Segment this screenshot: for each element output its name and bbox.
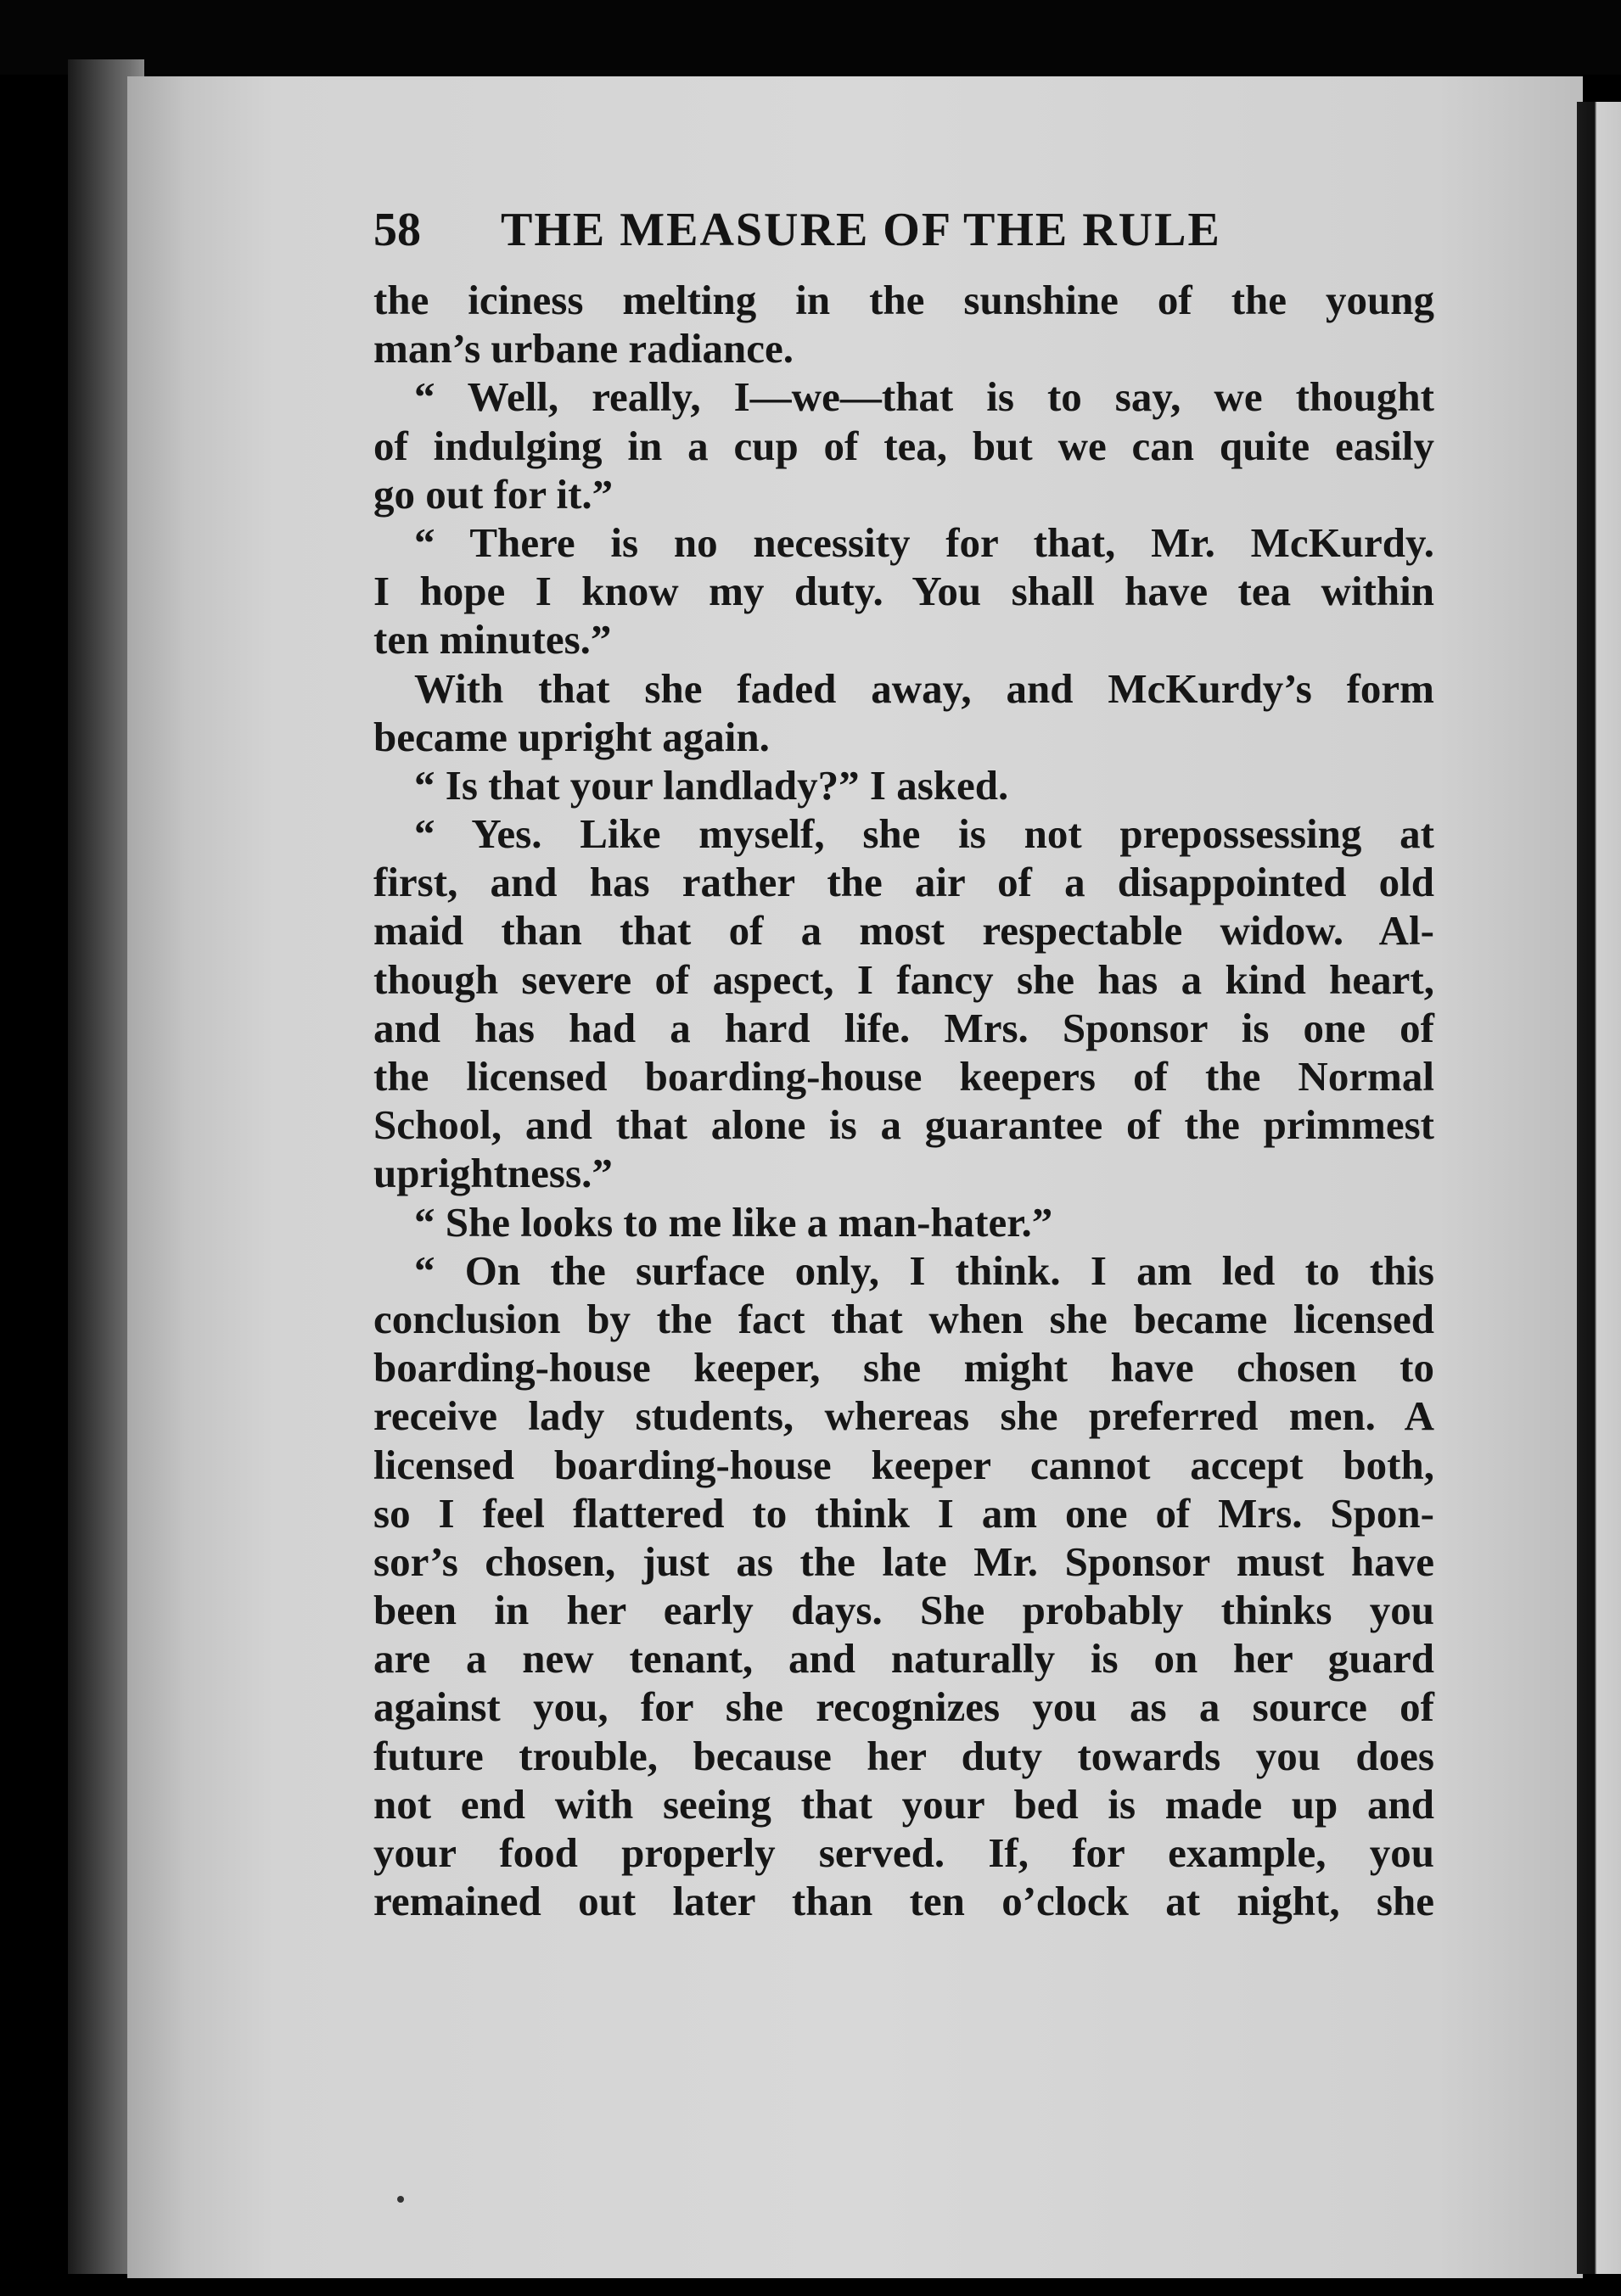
- scan-frame-top: [0, 0, 1621, 75]
- text-line: the licensed boarding-house keepers of the Normal: [373, 1053, 1434, 1100]
- text-line: With that she faded away, and McKurdy’s form: [414, 664, 1434, 712]
- page-header: [373, 192, 1315, 268]
- text-line: remained out later than ten o’clock at night, she: [373, 1878, 1434, 1925]
- text-line: been in her early days. She probably thinks you: [373, 1587, 1434, 1634]
- text-line: boarding-house keeper, she might have chosen to: [373, 1344, 1434, 1392]
- text-line: “ On the surface only, I think. I am led to this: [414, 1246, 1434, 1294]
- text-line: and has had a hard life. Mrs. Sponsor is one of: [373, 1004, 1434, 1051]
- text-line: became upright again.: [373, 713, 770, 760]
- text-line: sor’s chosen, just as the late Mr. Sponsor must have: [373, 1537, 1434, 1585]
- text-line: go out for it.”: [373, 470, 614, 518]
- facing-page-edge: [1577, 102, 1621, 2274]
- text-line: against you, for she recognizes you as a source of: [373, 1683, 1434, 1731]
- text-line: man’s urbane radiance.: [373, 325, 794, 372]
- page-number: 58: [373, 204, 421, 256]
- text-line: uprightness.”: [373, 1150, 613, 1197]
- text-line: first, and has rather the air of a disappointed old: [373, 859, 1434, 906]
- text-line: are a new tenant, and naturally is on her guard: [373, 1635, 1434, 1683]
- text-line: I hope I know my duty. You shall have tea within: [373, 568, 1434, 615]
- text-line: licensed boarding-house keeper cannot accept both,: [373, 1441, 1434, 1488]
- text-line: “ Is that your landlady?” I asked.: [414, 761, 1009, 809]
- text-line: your food properly served. If, for example, you: [373, 1829, 1434, 1876]
- text-line: School, and that alone is a guarantee of the primmest: [373, 1101, 1434, 1149]
- text-line: maid than that of a most respectable widow. Al-: [373, 907, 1434, 955]
- text-line: “ Well, really, I—we—that is to say, we thought: [414, 373, 1434, 421]
- text-line: of indulging in a cup of tea, but we can quite easily: [373, 422, 1434, 469]
- text-line: “ She looks to me like a man-hater.”: [414, 1198, 1053, 1246]
- text-line: “ There is no necessity for that, Mr. McKurdy.: [414, 518, 1434, 566]
- text-line: the iciness melting in the sunshine of the young: [373, 277, 1434, 323]
- text-line: “ Yes. Like myself, she is not prepossessing at: [414, 810, 1434, 858]
- text-line: conclusion by the fact that when she became licensed: [373, 1295, 1434, 1342]
- text-line: so I feel flattered to think I am one of Mrs. Spon-: [373, 1489, 1434, 1537]
- page-blemish: [397, 2196, 404, 2203]
- text-line: future trouble, because her duty towards you does: [373, 1732, 1434, 1779]
- text-line: though severe of aspect, I fancy she has a kind heart,: [373, 955, 1434, 1003]
- running-title: THE MEASURE OF THE RULE: [501, 204, 1221, 256]
- text-line: not end with seeing that your bed is made up and: [373, 1780, 1434, 1828]
- text-line: ten minutes.”: [373, 616, 612, 664]
- body-text: [373, 276, 1434, 1925]
- text-line: receive lady students, whereas she preferred men. A: [373, 1392, 1434, 1440]
